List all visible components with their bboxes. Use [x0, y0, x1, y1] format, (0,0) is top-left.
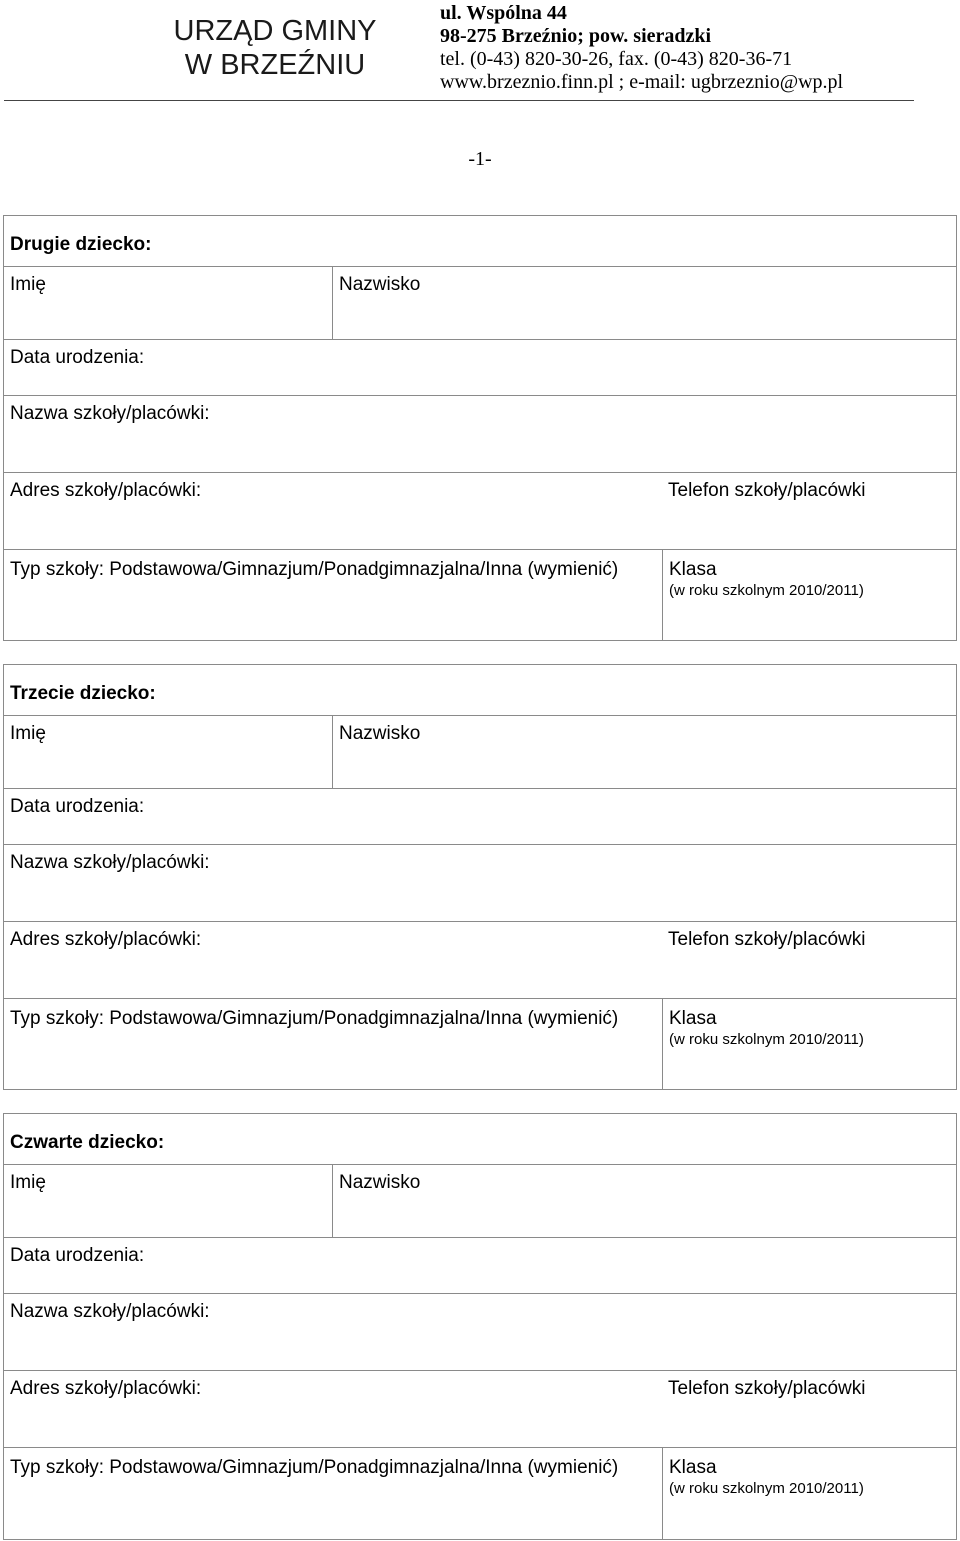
office-name	[150, 14, 400, 82]
school-address-field[interactable]	[4, 473, 662, 549]
school-address-label: Adres szkoły/placówki:	[10, 929, 202, 950]
class-note: (w roku szkolnym 2010/2011)	[669, 1031, 864, 1048]
child-form-3	[3, 664, 957, 1090]
office-name-line-1: URZĄD GMINY	[173, 15, 377, 47]
child-title-row	[4, 1114, 956, 1164]
school-type-field[interactable]	[4, 1448, 662, 1539]
school-address-row	[4, 472, 956, 549]
school-name-label: Nazwa szkoły/placówki:	[10, 1301, 210, 1322]
school-type-label: Typ szkoły: Podstawowa/Gimnazjum/Ponadgimnazjalna/Inna (wymienić)	[10, 1457, 619, 1478]
school-address-label: Adres szkoły/placówki:	[10, 1378, 202, 1399]
child-form-4	[3, 1113, 957, 1540]
contact-postal: 98-275 Brzeźnio; pow. sieradzki	[440, 25, 712, 47]
class-field[interactable]	[662, 999, 956, 1089]
school-type-row	[4, 998, 956, 1089]
school-name-field[interactable]	[4, 1293, 956, 1370]
class-note: (w roku szkolnym 2010/2011)	[669, 1480, 864, 1497]
class-field[interactable]	[662, 1448, 956, 1539]
birth-date-field[interactable]	[4, 788, 956, 844]
header-divider	[4, 100, 914, 101]
first-name-label: Imię	[10, 723, 46, 744]
first-name-field[interactable]	[4, 716, 332, 788]
school-phone-field[interactable]	[662, 922, 956, 998]
school-type-label: Typ szkoły: Podstawowa/Gimnazjum/Ponadgimnazjalna/Inna (wymienić)	[10, 559, 619, 580]
child-title: Czwarte dziecko:	[10, 1132, 165, 1153]
name-row	[4, 715, 956, 788]
contact-web-email: www.brzeznio.finn.pl ; e-mail: ugbrzeznio@wp.pl	[440, 71, 844, 93]
letterhead	[0, 0, 960, 102]
first-name-label: Imię	[10, 1172, 46, 1193]
first-name-field[interactable]	[4, 1165, 332, 1237]
child-title: Drugie dziecko:	[10, 234, 152, 255]
office-name-line-2: W BRZEŹNIU	[184, 49, 366, 81]
school-phone-label: Telefon szkoły/placówki	[668, 1378, 866, 1399]
school-phone-label: Telefon szkoły/placówki	[668, 929, 866, 950]
last-name-label: Nazwisko	[339, 1172, 421, 1193]
school-type-field[interactable]	[4, 550, 662, 640]
contact-address: ul. Wspólna 44	[440, 2, 567, 24]
school-address-field[interactable]	[4, 1371, 662, 1447]
class-label: Klasa	[669, 1457, 717, 1478]
page-number: -1-	[468, 148, 492, 170]
school-address-label: Adres szkoły/placówki:	[10, 480, 202, 501]
child-title-row	[4, 665, 956, 715]
last-name-field[interactable]	[332, 267, 956, 339]
school-type-label: Typ szkoły: Podstawowa/Gimnazjum/Ponadgimnazjalna/Inna (wymienić)	[10, 1008, 619, 1029]
school-type-row	[4, 549, 956, 640]
school-phone-field[interactable]	[662, 1371, 956, 1447]
first-name-field[interactable]	[4, 267, 332, 339]
school-address-field[interactable]	[4, 922, 662, 998]
school-name-field[interactable]	[4, 395, 956, 472]
first-name-label: Imię	[10, 274, 46, 295]
name-row	[4, 1164, 956, 1237]
birth-date-field[interactable]	[4, 1237, 956, 1293]
child-form-2	[3, 215, 957, 641]
school-type-field[interactable]	[4, 999, 662, 1089]
school-phone-label: Telefon szkoły/placówki	[668, 480, 866, 501]
school-name-label: Nazwa szkoły/placówki:	[10, 403, 210, 424]
class-label: Klasa	[669, 1008, 717, 1029]
last-name-label: Nazwisko	[339, 723, 421, 744]
school-type-row	[4, 1447, 956, 1539]
school-address-row	[4, 1370, 956, 1447]
school-name-field[interactable]	[4, 844, 956, 921]
class-field[interactable]	[662, 550, 956, 640]
school-phone-field[interactable]	[662, 473, 956, 549]
school-address-row	[4, 921, 956, 998]
birth-date-field[interactable]	[4, 339, 956, 395]
last-name-label: Nazwisko	[339, 274, 421, 295]
last-name-field[interactable]	[332, 716, 956, 788]
class-note: (w roku szkolnym 2010/2011)	[669, 582, 864, 599]
birth-date-label: Data urodzenia:	[10, 1245, 145, 1266]
child-title: Trzecie dziecko:	[10, 683, 156, 704]
contact-phone: tel. (0-43) 820-30-26, fax. (0-43) 820-36-71	[440, 48, 793, 70]
child-title-row	[4, 216, 956, 266]
birth-date-label: Data urodzenia:	[10, 347, 145, 368]
contact-block	[440, 2, 843, 94]
school-name-label: Nazwa szkoły/placówki:	[10, 852, 210, 873]
last-name-field[interactable]	[332, 1165, 956, 1237]
name-row	[4, 266, 956, 339]
class-label: Klasa	[669, 559, 717, 580]
birth-date-label: Data urodzenia:	[10, 796, 145, 817]
